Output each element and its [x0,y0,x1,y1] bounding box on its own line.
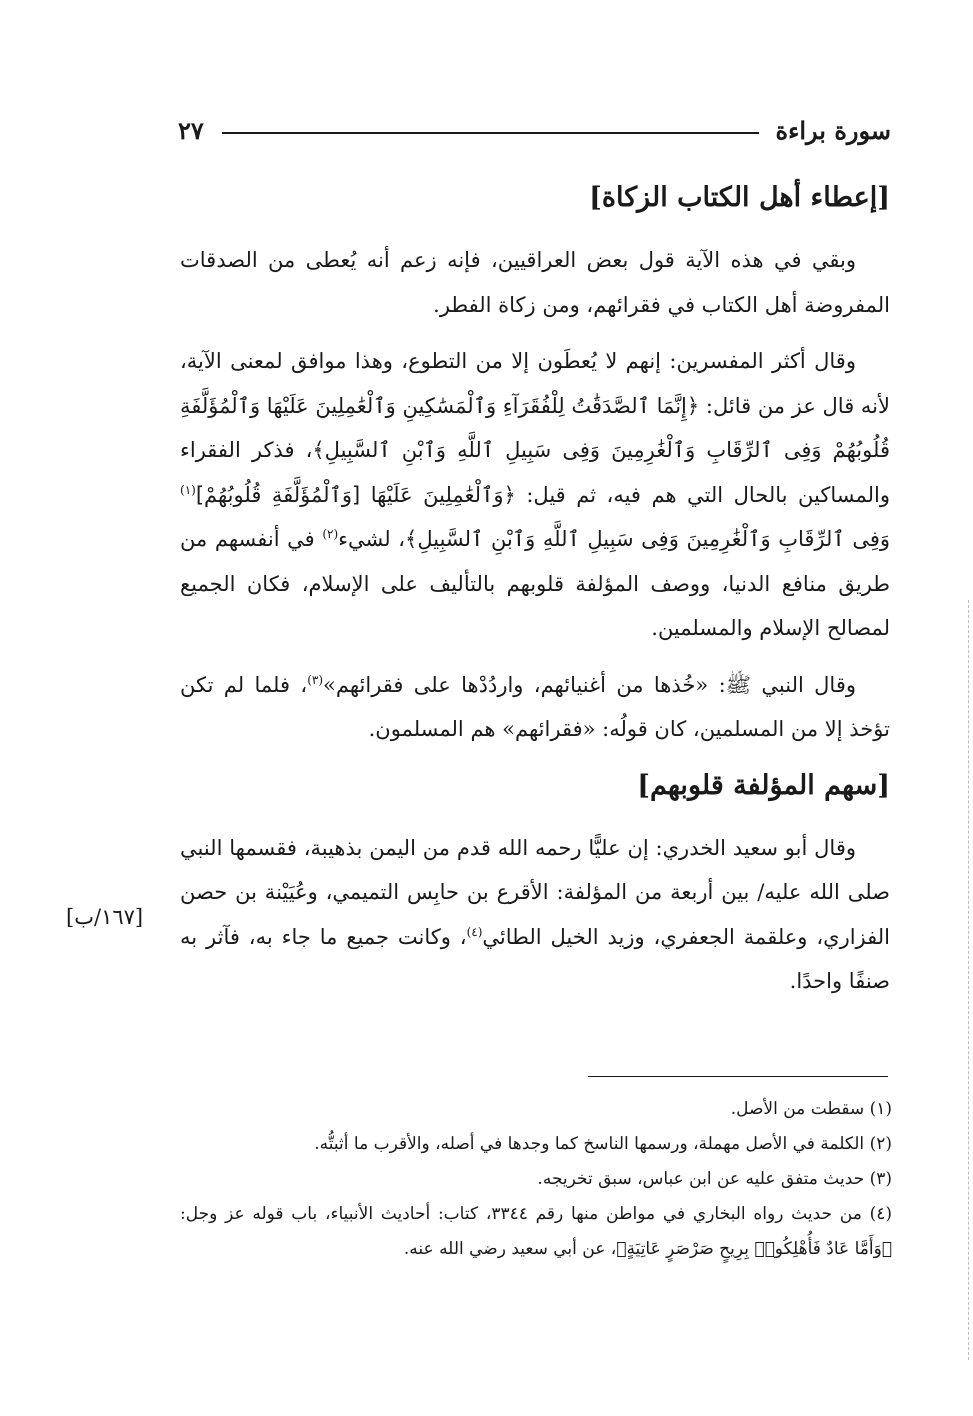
text-run: ، وكانت جميع ما جاء به، فآثر به صنفًا واحدًا. [180,924,890,993]
scan-edge-marks [966,600,969,1360]
footnotes [180,1092,892,1267]
footnote-number: (٤) [869,1204,892,1224]
header-rule [222,132,759,134]
quran-verse: وَفِى ٱلرِّقَابِ وَٱلْغَٰرِمِينَ وَفِى سَبِيلِ ٱللَّهِ وَٱبْنِ ٱلسَّبِيلِ﴾ [405,527,891,551]
text-run: وبقي في هذه الآية قول بعض العراقيين، فإنه زعم أنه يُعطى من الصدقات المفروضة أهل الكتاب في فقرائهم، ومن زكاة الفطر. [180,248,890,317]
text-run: وقال أكثر المفسرين: إنهم لا يُعطَون إلا من التطوع، وهذا موافق لمعنى الآية، لأنه قال عز من قائل: [180,349,891,418]
text-run: ، لشيء [338,527,406,551]
footnote-number: (٢) [869,1134,892,1154]
main-text [180,172,890,1016]
section-heading: [إعطاء أهل الكتاب الزكاة] [589,182,890,213]
footnote-ref: (٤) [466,924,483,939]
paragraph [180,663,890,752]
footnote-number: (١) [869,1099,892,1119]
text-run: ، فلما لم تكن تؤخذ إلا من المسلمين، كان قولُه: «فقرائهم» هم المسلمون. [180,672,890,741]
quran-verse: ﴿وَٱلْعَٰمِلِينَ عَلَيْهَا [وَٱلْمُؤَلَّفَةِ قُلُوبُهُمْ] [195,482,516,507]
text-run: وقال أبو سعيد الخدري: إن عليًّا رحمه الله قدم من اليمن بذهيبة، فقسمها النبي صلى الله عليه/ بين أربعة من المؤلفة: الأقرع بن حابِس التميمي، وعُيَيْنة بن حصن الفزاري، وعلقمة الجعفري، وزيد الخيل الطائي [180,835,890,949]
running-header [178,112,891,152]
footnote-text: سقطت من الأصل. [730,1099,865,1119]
manuscript-folio-marker: [١٦٧/ب] [66,905,144,929]
footnote-ref: (١) [180,482,196,497]
section-heading: [سهم المؤلفة قلوبهم] [637,769,890,801]
paragraph [180,826,890,1004]
paragraph [180,339,890,651]
footnote-ref: (٣) [307,672,324,687]
footnote-text: من حديث رواه البخاري في مواطن منها رقم ٣٣٤٤، كتاب: أحاديث الأنبياء، باب قوله عز وجل: ﴿وَأَمَّا عَادٌ فَأُهْلِكُوا۟ بِرِيحٍ صَرْصَرٍ عَاتِيَةٍ﴾، عن أبي سعيد رضي الله عنه. [180,1204,892,1259]
text-run: في أنفسهم من طريق منافع الدنيا، ووصف المؤلفة قلوبهم بالتأليف على الإسلام، فكان الجميع لمصالح الإسلام والمسلمين. [180,527,890,640]
footnote-text: الكلمة في الأصل مهملة، ورسمها الناسخ كما وجدها في أصله، والأقرب ما أثبتُّه. [314,1134,865,1154]
footnote-separator [588,1076,888,1077]
surah-title: سورة براءة [775,116,891,145]
quran-verse: ﴿إِنَّمَا ٱلصَّدَقَٰتُ لِلْفُقَرَآءِ وَٱلْمَسَٰكِينِ وَٱلْعَٰمِلِينَ عَلَيْهَا وَٱلْمُؤَلَّفَةِ قُلُوبُهُمْ وَفِى ٱلرِّقَابِ وَٱلْغَٰرِمِينَ وَفِى سَبِيلِ ٱللَّهِ وَٱبْنِ ٱلسَّبِيلِ﴾ [180,393,890,462]
footnote [180,1127,892,1162]
text-run: ، فذكر الفقراء والمساكين بالحال التي هم فيه، ثم قيل: [180,438,890,507]
paragraph [180,238,890,327]
page-number: ٢٧ [178,116,204,145]
footnote-ref: (٢) [322,527,339,541]
footnote [180,1197,892,1267]
footnote [180,1092,892,1127]
footnote-text: حديث متفق عليه عن ابن عباس، سبق تخريجه. [537,1169,865,1189]
text-run: وقال النبي ﷺ: «خُذها من أغنيائهم، واردُدْها على فقرائهم» [323,672,856,697]
footnote-number: (٣) [869,1169,892,1189]
footnote [180,1162,892,1197]
